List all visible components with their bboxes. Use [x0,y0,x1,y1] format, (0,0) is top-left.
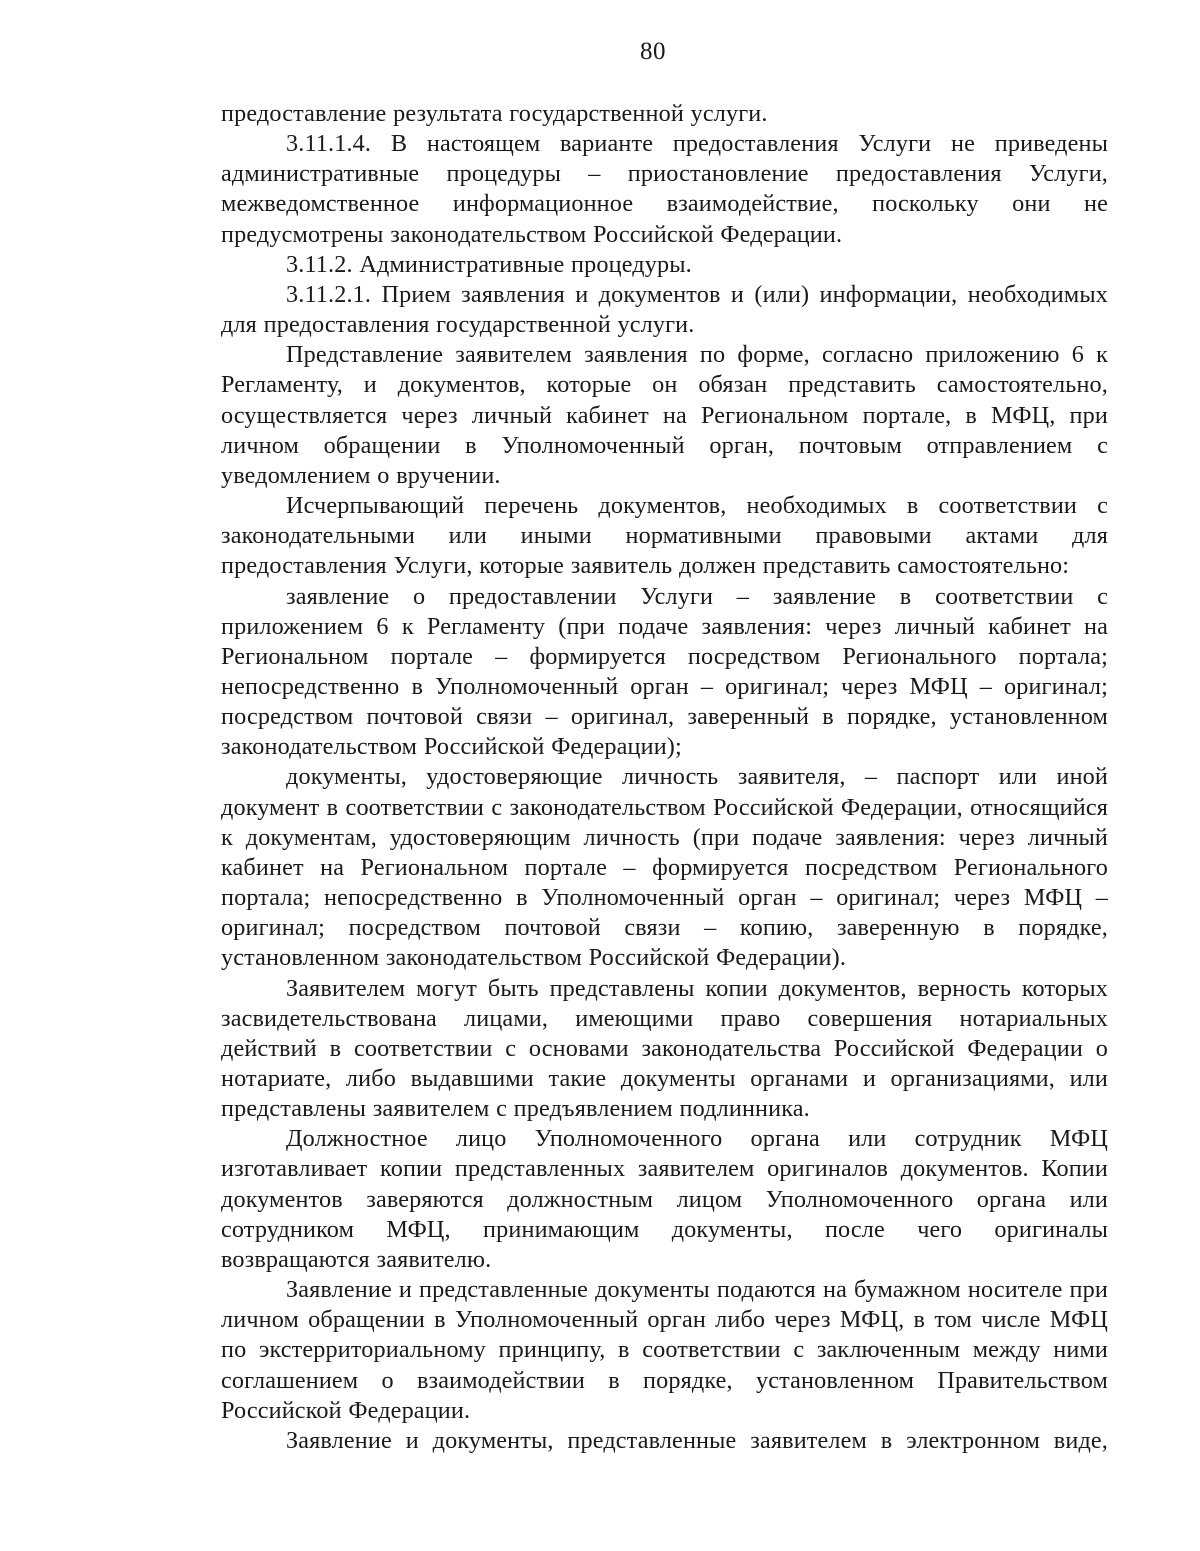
paragraph: Представление заявителем заявления по форме, согласно приложению 6 к Регламенту, и документов, которые он обязан представить самостоятельно, осуществляется через личный кабинет на Региональном портале, в МФЦ, при личном обращении в Уполномоченный орган, почтовым отправлением с уведомлением о вручении. [221,341,1108,489]
paragraph: предоставление результата государственной услуги. [221,100,768,127]
paragraph: Должностное лицо Уполномоченного органа или сотрудник МФЦ изготавливает копии представленных заявителем оригиналов документов. Копии документов заверяются должностным лицом Уполномоченного органа или сотрудником МФЦ, принимающим документы, после чего оригиналы возвращаются заявителю. [221,1125,1108,1273]
paragraph: Заявителем могут быть представлены копии документов, верность которых засвидетельствована лицами, имеющими право совершения нотариальных действий в соответствии с основами законодательства Российской Федерации о нотариате, либо выдавшими такие документы органами и организациями, или представлены заявителем с предъявлением подлинника. [221,974,1108,1123]
page-number: 80 [640,38,666,65]
paragraph: 3.11.2. Административные процедуры. [286,250,692,278]
paragraph: 3.11.2.1. Прием заявления и документов и (или) информации, необходимых для предоставления государственной услуги. [221,280,1108,339]
paragraph: документы, удостоверяющие личность заявителя, – паспорт или иной документ в соответствии с законодательством Российской Федерации, относящийся к документам, удостоверяющим личность (при подаче заявления: через личный кабинет на Региональном портале – формируется посредством Регионального портала; непосредственно в Уполномоченный орган – оригинал; через МФЦ – оригинал; посредством почтовой связи – копию, заверенную в порядке, установленном законодательством Российской Федерации). [221,763,1108,972]
paragraph: заявление о предоставлении Услуги – заявление в соответствии с приложением 6 к Регламенту (при подаче заявления: через личный кабинет на Региональном портале – формируется посредством Регионального портала; непосредственно в Уполномоченный орган – оригинал; через МФЦ – оригинал; посредством почтовой связи – оригинал, заверенный в порядке, установленном законодательством Российской Федерации); [221,582,1108,761]
document-body [221,99,1108,1456]
paragraph: Заявление и представленные документы подаются на бумажном носителе при личном обращении в Уполномоченный орган либо через МФЦ, в том числе МФЦ по экстерриториальному принципу, в соответствии с заключенным между ними соглашением о взаимодействии в порядке, установленном Правительством Российской Федерации. [221,1276,1108,1424]
paragraph: Исчерпывающий перечень документов, необходимых в соответствии с законодательными или иными нормативными правовыми актами для предоставления Услуги, которые заявитель должен представить самостоятельно: [221,492,1108,580]
paragraph: Заявление и документы, представленные заявителем в электронном виде, [286,1426,1108,1454]
paragraph: 3.11.1.4. В настоящем варианте предоставления Услуги не приведены административные процедуры – приостановление предоставления Услуги, межведомственное информационное взаимодействие, поскольку они не предусмотрены законодательством Российской Федерации. [221,130,1108,248]
